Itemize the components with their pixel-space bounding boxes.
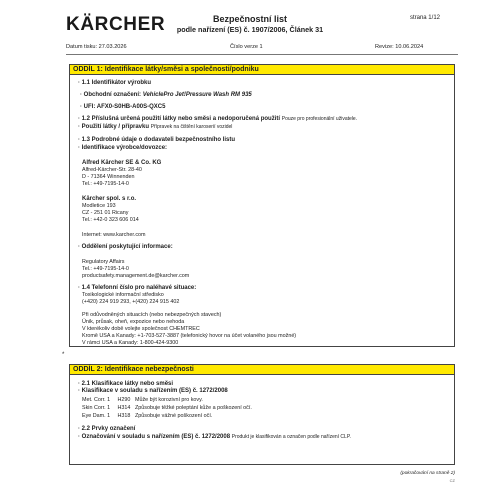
emergency-line-4: Únik, průsak, oheň, expozice nebo nehoda (82, 319, 185, 325)
trade-name: · Obchodní označení: VehiclePro Jet!Pressure Wash RM 935 (80, 92, 252, 98)
labelling-regulation: · Označování v souladu s nařízením (ES) č. 1272/2008 Produkt je klasifikován a označen podle nařízení CLP. (78, 434, 351, 440)
info-department-label: · Oddělení poskytující informace: (78, 244, 173, 250)
change-marker: * (62, 352, 65, 358)
info-email: productsafety.management.de@karcher.com (82, 273, 190, 279)
print-date: Datum tisku: 27.03.2026 (66, 44, 127, 50)
company-1-name: Alfred Kärcher SE & Co. KG (82, 160, 162, 166)
company-2-name: Kärcher spol. s r.o. (82, 196, 137, 202)
s2-1-heading: · 2.1 Klasifikace látky nebo směsi (78, 381, 174, 387)
s1-2-heading: · 1.2 Příslušná určená použití látky nebo směsi a nedoporučená použití Pouze pro profesionální uživatele. (78, 116, 358, 122)
use-of-substance: · Použití látky / přípravku Přípravek na čištění karoserií vozidel (78, 124, 233, 130)
emergency-line-1: Toxikologické informační středisko (82, 292, 164, 298)
company-1-city: D - 71364 Winnenden (82, 174, 135, 180)
supplier-label: · Identifikace výrobce/dovozce: (78, 145, 168, 151)
section-1-header: ODDÍL 1: Identifikace látky/směsi a společnosti/podniku (69, 64, 455, 75)
company-2-city: CZ - 251 01 Ricany (82, 210, 129, 216)
info-line-1: Regulatory Affairs (82, 259, 125, 265)
hazard-class-row: Skin Corr. 1 H314 Způsobuje těžké poleptání kůže a poškození očí. (82, 405, 252, 411)
emergency-line-5: V kterékoliv době volejte společnost CHEMTREC (82, 326, 200, 332)
ufi-code: · UFI: AFX0-S0HB-A00S-QXC5 (80, 104, 166, 110)
version-number: Číslo verze 1 (230, 44, 263, 50)
info-line-2: Tel.: +49-7195-14-0 (82, 266, 129, 272)
s1-1-heading: · 1.1 Identifikátor výrobku (78, 80, 152, 86)
company-1-phone: Tel.: +49-7195-14-0 (82, 181, 129, 187)
continued-note: (pokračování na straně 2) (400, 471, 455, 476)
document-subtitle: podle nařízení (ES) č. 1907/2006, Článek 31 (176, 25, 324, 34)
karcher-logo: KÄRCHER (66, 14, 166, 35)
hazard-class-row: Met. Corr. 1 H290 Může být korozivní pro kovy. (82, 397, 203, 403)
s2-2-heading: · 2.2 Prvky označení (78, 426, 136, 432)
document-title: Bezpečnostní list (212, 14, 287, 24)
language-code: CZ (449, 478, 455, 483)
company-2-phone: Tel.: +42-0 323 606 014 (82, 217, 139, 223)
s1-4-heading: · 1.4 Telefonní číslo pro naléhavé situace: (78, 285, 197, 291)
internet-link: Internet: www.karcher.com (82, 232, 146, 238)
page-number: strana 1/12 (409, 15, 440, 21)
header-rule (66, 54, 458, 55)
hazard-class-row: Eye Dam. 1 H318 Způsobuje vážné poškození očí. (82, 413, 213, 419)
s1-3-heading: · 1.3 Podrobné údaje o dodavateli bezpečnostního listu (78, 137, 236, 143)
section-2-header: ODDÍL 2: Identifikace nebezpečnosti (69, 364, 455, 375)
emergency-line-3: Při odůvodněných situacích (nebo nebezpečných stavech) (82, 312, 222, 318)
emergency-line-6: Kromě USA a Kanady: +1-703-527-3887 (telefonický hovor na účet volaného jsou možné) (82, 333, 297, 339)
emergency-line-7: V rámci USA a Kanady: 1-800-424-9300 (82, 340, 179, 346)
emergency-line-2: (+420) 224 919 293, +(420) 224 915 402 (82, 299, 180, 305)
revision-date: Revize: 10.06.2024 (375, 44, 424, 50)
company-1-address: Alfred-Kärcher-Str. 28-40 (82, 167, 142, 173)
company-2-address: Modletice 193 (82, 203, 116, 209)
s2-1-regulation: · Klasifikace v souladu s nařízením (ES) č. 1272/2008 (78, 388, 228, 394)
